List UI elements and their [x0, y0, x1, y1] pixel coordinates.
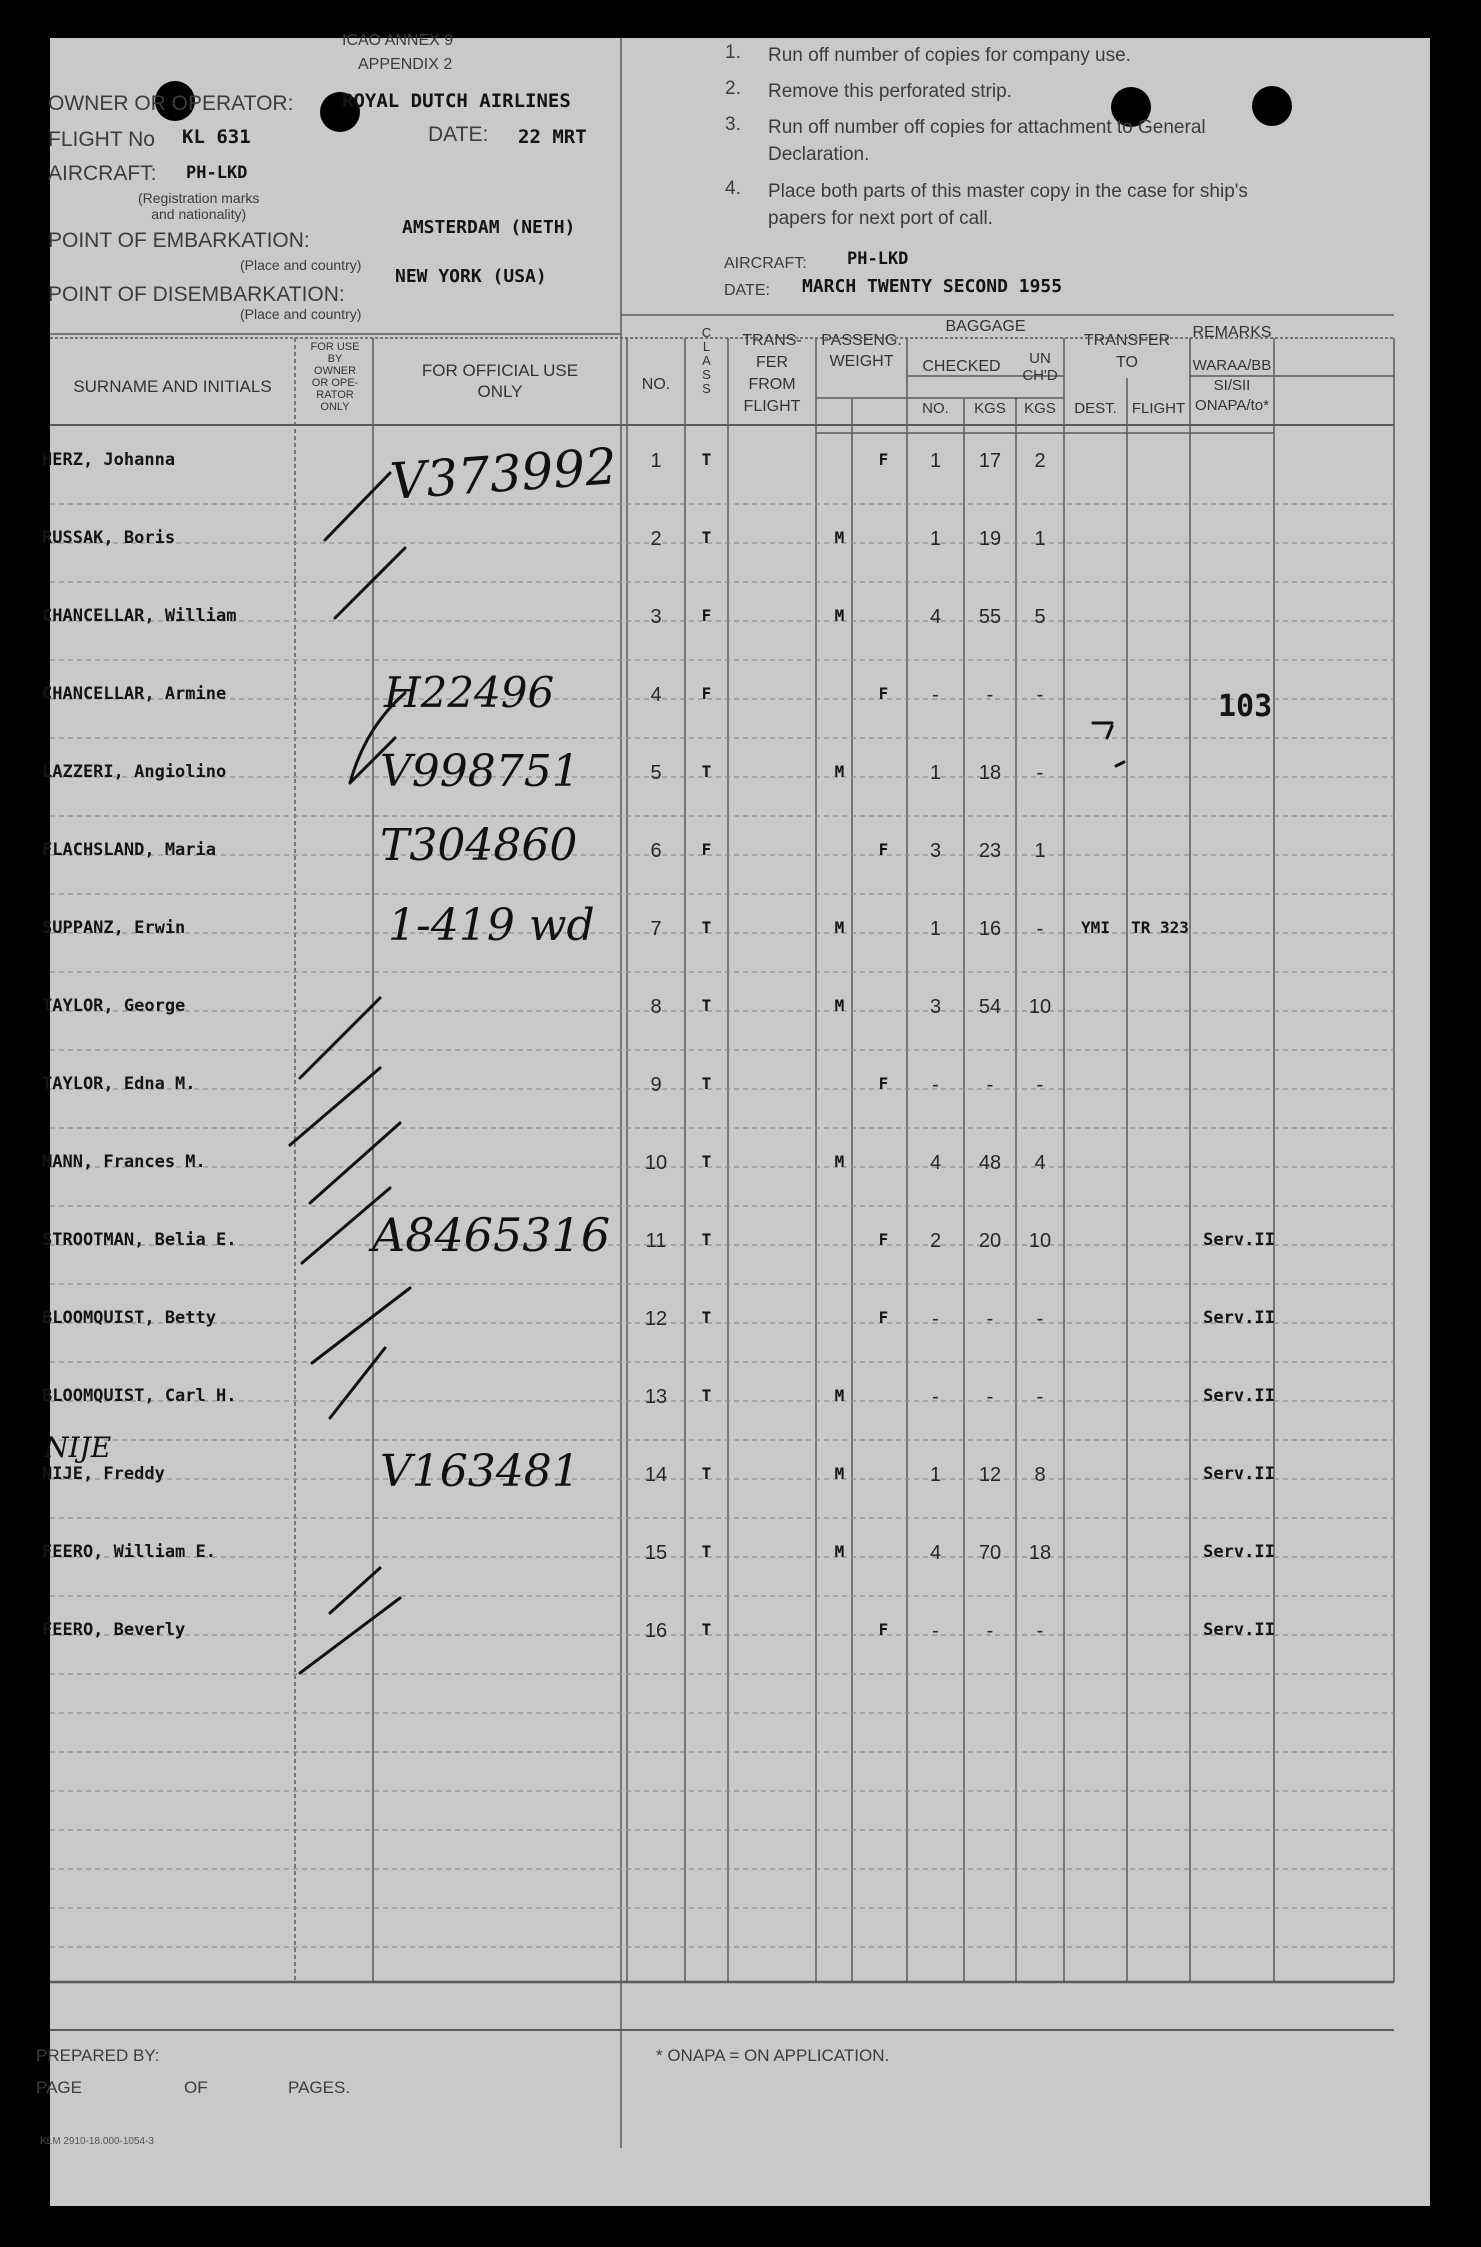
- passenger-sex: M: [834, 918, 845, 937]
- right-aircraft-value: PH-LKD: [847, 249, 909, 269]
- instruction-number: 1.: [725, 42, 741, 63]
- table-row: [42, 918, 1394, 948]
- col-header-no: NO.: [641, 376, 671, 393]
- passenger-number: 8: [650, 996, 662, 1018]
- passenger-sex: M: [834, 528, 845, 547]
- passenger-name: FEERO, Beverly: [42, 1620, 186, 1640]
- passenger-class: T: [701, 1620, 712, 1639]
- table-row: [42, 762, 1394, 792]
- instruction-number: 2.: [725, 78, 741, 99]
- table-row: [42, 1620, 1394, 1650]
- checked-baggage-count: 3: [929, 996, 942, 1018]
- unchecked-baggage-kgs: -: [1036, 1620, 1044, 1642]
- remarks: Serv.II: [1203, 1308, 1275, 1328]
- passenger-sex: M: [834, 1386, 845, 1405]
- checked-baggage-count: 1: [929, 1464, 942, 1486]
- checked-baggage-kgs: 54: [978, 996, 1002, 1018]
- unchecked-baggage-kgs: 8: [1034, 1464, 1046, 1486]
- passenger-name: LAZZERI, Angiolino: [42, 762, 227, 782]
- checked-baggage-count: -: [932, 684, 939, 706]
- unchecked-baggage-kgs: 1: [1034, 528, 1046, 550]
- remarks: Serv.II: [1203, 1230, 1275, 1250]
- passenger-number: 15: [644, 1542, 668, 1564]
- checked-baggage-count: 4: [929, 606, 942, 628]
- unchecked-baggage-kgs: -: [1036, 1386, 1044, 1408]
- passenger-number: 16: [644, 1620, 668, 1642]
- passenger-sex: F: [878, 1620, 889, 1639]
- official-mark-11: A8465316: [372, 1208, 611, 1262]
- col-header-official-use: FOR OFFICIAL USE ONLY: [421, 361, 579, 401]
- passenger-name: CHANCELLAR, Armine: [42, 684, 227, 704]
- col-header-owner-use: FOR USE BY OWNER OR OPE- RATOR ONLY: [310, 341, 360, 413]
- passenger-class: T: [701, 1386, 712, 1405]
- table-row: [42, 1230, 1394, 1260]
- official-mark-6: T304860: [380, 820, 578, 871]
- official-mark-4: H22496: [384, 668, 555, 717]
- col-header-passenger-weight: PASSENG. WEIGHT: [821, 332, 902, 370]
- name-correction-14: NIJE: [44, 1431, 112, 1464]
- passenger-name: MANN, Frances M.: [42, 1152, 206, 1172]
- date-value: 22 MRT: [518, 126, 587, 148]
- owner-operator-value: ROYAL DUTCH AIRLINES: [342, 90, 571, 112]
- passenger-name: SUPPANZ, Erwin: [42, 918, 186, 938]
- col-header-checked: CHECKED: [922, 358, 1001, 375]
- passenger-sex: F: [878, 684, 889, 703]
- place-and-country-1: (Place and country): [240, 257, 362, 273]
- instruction-text: Run off number of copies for company use.: [768, 45, 1131, 66]
- unchecked-baggage-kgs: 5: [1034, 606, 1046, 628]
- unchecked-baggage-kgs: 18: [1028, 1542, 1052, 1564]
- passenger-sex: F: [878, 450, 889, 469]
- official-mark-5: V998751: [380, 746, 580, 797]
- col-header-unchecked-kgs: KGS: [1024, 400, 1056, 417]
- passenger-class: T: [701, 450, 712, 469]
- checked-baggage-count: -: [932, 1074, 939, 1096]
- checked-baggage-count: 1: [929, 918, 942, 940]
- passenger-sex: M: [834, 762, 845, 781]
- embarkation-label: POINT OF EMBARKATION:: [48, 229, 310, 252]
- passenger-name: BLOOMQUIST, Carl H.: [42, 1386, 237, 1406]
- checked-baggage-count: 1: [929, 762, 942, 784]
- col-header-checked-kgs: KGS: [974, 400, 1006, 417]
- table-row: [42, 996, 1394, 1026]
- flight-no-label: FLIGHT No: [48, 128, 155, 151]
- remarks: Serv.II: [1203, 1620, 1275, 1640]
- passenger-number: 5: [650, 762, 662, 784]
- passenger-number: 2: [650, 528, 662, 550]
- checked-baggage-kgs: -: [986, 1308, 994, 1330]
- passenger-class: T: [701, 1464, 712, 1483]
- passenger-name: CHANCELLAR, William: [42, 606, 237, 626]
- table-row: [42, 1464, 1394, 1494]
- unchecked-baggage-kgs: 4: [1034, 1152, 1046, 1174]
- table-row: [42, 606, 1394, 636]
- unchecked-baggage-kgs: -: [1036, 684, 1044, 706]
- embarkation-value: AMSTERDAM (NETH): [402, 217, 576, 238]
- passenger-class: T: [701, 1074, 712, 1093]
- col-header-remarks: REMARKS: [1192, 324, 1272, 341]
- col-header-baggage: BAGGAGE: [945, 318, 1026, 335]
- remarks: Serv.II: [1203, 1464, 1275, 1484]
- table-row: [42, 1542, 1394, 1572]
- official-mark-14: V163481: [380, 1446, 580, 1497]
- registration-note: (Registration marks and nationality): [138, 190, 260, 222]
- passenger-number: 9: [650, 1074, 662, 1096]
- checked-baggage-count: -: [932, 1386, 939, 1408]
- checked-baggage-kgs: -: [986, 684, 994, 706]
- passenger-manifest-sheet: [36, 32, 1430, 2206]
- col-header-checked-no: NO.: [922, 400, 949, 417]
- checked-baggage-count: 1: [929, 450, 942, 472]
- form-number: KLM 2910-18.000-1054-3: [40, 2136, 154, 2147]
- transfer-destination: YMI: [1081, 918, 1110, 937]
- transfer-flight: TR 323: [1131, 918, 1189, 937]
- instruction-text: Place both parts of this master copy in the case for ship's papers for next port of call.: [768, 181, 1248, 229]
- right-aircraft-label: AIRCRAFT:: [724, 255, 807, 272]
- checked-baggage-kgs: 18: [978, 762, 1002, 784]
- passenger-sex: M: [834, 1464, 845, 1483]
- unchecked-baggage-kgs: -: [1036, 1308, 1044, 1330]
- stamp-number: 103: [1218, 689, 1273, 724]
- checked-baggage-count: 4: [929, 1152, 942, 1174]
- col-header-class: C L A S S: [701, 325, 712, 396]
- instruction-number: 3.: [725, 114, 741, 135]
- passenger-number: 7: [650, 918, 662, 940]
- right-date-value: MARCH TWENTY SECOND 1955: [802, 276, 1063, 297]
- checked-baggage-kgs: -: [986, 1386, 994, 1408]
- checked-baggage-kgs: 70: [978, 1542, 1002, 1564]
- remarks: Serv.II: [1203, 1542, 1275, 1562]
- passenger-sex: M: [834, 1542, 845, 1561]
- col-header-surname: SURNAME AND INITIALS: [73, 377, 272, 396]
- checked-baggage-kgs: 55: [978, 606, 1002, 628]
- table-row: [42, 684, 1394, 714]
- unchecked-baggage-kgs: -: [1036, 1074, 1044, 1096]
- aircraft-value: PH-LKD: [186, 163, 248, 183]
- official-mark-7: 1-419 wd: [388, 900, 595, 951]
- passenger-sex: F: [878, 1074, 889, 1093]
- checked-baggage-kgs: 48: [978, 1152, 1002, 1174]
- official-mark-1: V373992: [388, 437, 619, 511]
- passenger-sex: F: [878, 1230, 889, 1249]
- of-label: OF: [184, 2078, 208, 2097]
- checked-baggage-kgs: 12: [978, 1464, 1002, 1486]
- passenger-class: F: [701, 840, 712, 859]
- table-row: [42, 450, 1394, 480]
- unchecked-baggage-kgs: 2: [1034, 450, 1046, 472]
- annex-label: ICAO ANNEX 9: [342, 32, 454, 49]
- flight-no-value: KL 631: [182, 126, 251, 148]
- col-header-dest: DEST.: [1074, 400, 1117, 417]
- checked-baggage-kgs: 23: [978, 840, 1002, 862]
- checked-baggage-count: 2: [929, 1230, 942, 1252]
- passenger-class: T: [701, 528, 712, 547]
- passenger-number: 11: [645, 1230, 667, 1252]
- remarks: Serv.II: [1203, 1386, 1275, 1406]
- passenger-class: F: [701, 606, 712, 625]
- disembarkation-value: NEW YORK (USA): [395, 266, 547, 287]
- passenger-name: TAYLOR, George: [42, 996, 186, 1016]
- passenger-number: 14: [644, 1464, 668, 1486]
- passenger-number: 4: [650, 684, 662, 706]
- page-label: PAGE: [36, 2078, 82, 2097]
- passenger-sex: M: [834, 606, 845, 625]
- pages-label: PAGES.: [288, 2078, 351, 2097]
- disembarkation-label: POINT OF DISEMBARKATION:: [48, 283, 345, 306]
- passenger-sex: M: [834, 996, 845, 1015]
- unchecked-baggage-kgs: 1: [1034, 840, 1046, 862]
- col-header-transfer-to: TRANSFER TO: [1083, 332, 1171, 371]
- checked-baggage-kgs: 20: [978, 1230, 1002, 1252]
- passenger-number: 3: [650, 606, 662, 628]
- instruction-number: 4.: [725, 178, 741, 199]
- checked-baggage-count: 1: [929, 528, 942, 550]
- checked-baggage-count: -: [932, 1308, 939, 1330]
- passenger-number: 1: [650, 450, 662, 472]
- table-row: [42, 528, 1394, 558]
- passenger-number: 10: [644, 1152, 668, 1174]
- col-header-flight: FLIGHT: [1131, 400, 1186, 417]
- passenger-class: T: [701, 918, 712, 937]
- table-row: [42, 840, 1394, 870]
- passenger-sex: F: [878, 840, 889, 859]
- appendix-label: APPENDIX 2: [358, 56, 453, 73]
- table-row: [42, 1386, 1394, 1416]
- checked-baggage-kgs: 16: [978, 918, 1002, 940]
- passenger-number: 13: [644, 1386, 668, 1408]
- table-row: [42, 1152, 1394, 1182]
- place-and-country-2: (Place and country): [240, 306, 362, 322]
- checked-baggage-count: 3: [929, 840, 942, 862]
- col-header-unchecked: UN CH'D: [1022, 350, 1058, 384]
- col-header-remarks-codes: WARAA/BB SI/SII ONAPA/to*: [1192, 357, 1272, 414]
- passenger-sex: M: [834, 1152, 845, 1171]
- instruction-text: Remove this perforated strip.: [768, 81, 1012, 102]
- passenger-name: NIJE, Freddy: [42, 1464, 165, 1484]
- owner-operator-label: OWNER OR OPERATOR:: [48, 92, 294, 115]
- passenger-name: FEERO, William E.: [42, 1542, 216, 1562]
- table-row: [42, 1074, 1394, 1104]
- unchecked-baggage-kgs: -: [1036, 918, 1044, 940]
- passenger-name: HERZ, Johanna: [42, 450, 176, 470]
- passenger-class: T: [701, 1542, 712, 1561]
- passenger-sex: F: [878, 1308, 889, 1327]
- checked-baggage-kgs: 19: [978, 528, 1002, 550]
- passenger-class: F: [701, 684, 712, 703]
- passenger-class: T: [701, 1308, 712, 1327]
- checked-baggage-count: -: [932, 1620, 939, 1642]
- passenger-class: T: [701, 996, 712, 1015]
- checked-baggage-kgs: -: [986, 1620, 994, 1642]
- checked-baggage-count: 4: [929, 1542, 942, 1564]
- onapa-note: * ONAPA = ON APPLICATION.: [656, 2046, 890, 2065]
- unchecked-baggage-kgs: 10: [1028, 996, 1052, 1018]
- passenger-number: 6: [650, 840, 662, 862]
- passenger-number: 12: [644, 1308, 668, 1330]
- checked-baggage-kgs: 17: [978, 450, 1002, 472]
- table-row: [42, 1308, 1394, 1338]
- passenger-name: BLOOMQUIST, Betty: [42, 1308, 216, 1328]
- passenger-name: RUSSAK, Boris: [42, 528, 176, 548]
- col-header-transfer-from: TRANS- FER FROM FLIGHT: [742, 332, 802, 415]
- right-date-label: DATE:: [724, 282, 770, 299]
- punch-hole-4: [1252, 86, 1292, 126]
- passenger-name: STROOTMAN, Belia E.: [42, 1230, 237, 1250]
- passenger-name: TAYLOR, Edna M.: [42, 1074, 196, 1094]
- date-label: DATE:: [428, 123, 489, 146]
- aircraft-label: AIRCRAFT:: [48, 162, 157, 185]
- checked-baggage-kgs: -: [986, 1074, 994, 1096]
- passenger-class: T: [701, 762, 712, 781]
- unchecked-baggage-kgs: -: [1036, 762, 1044, 784]
- instruction-text: Run off number off copies for attachment to General Declaration.: [768, 117, 1206, 165]
- passenger-name: FLACHSLAND, Maria: [42, 840, 216, 860]
- passenger-class: T: [701, 1152, 712, 1171]
- prepared-by-label: PREPARED BY:: [36, 2046, 160, 2065]
- passenger-class: T: [701, 1230, 712, 1249]
- unchecked-baggage-kgs: 10: [1028, 1230, 1052, 1252]
